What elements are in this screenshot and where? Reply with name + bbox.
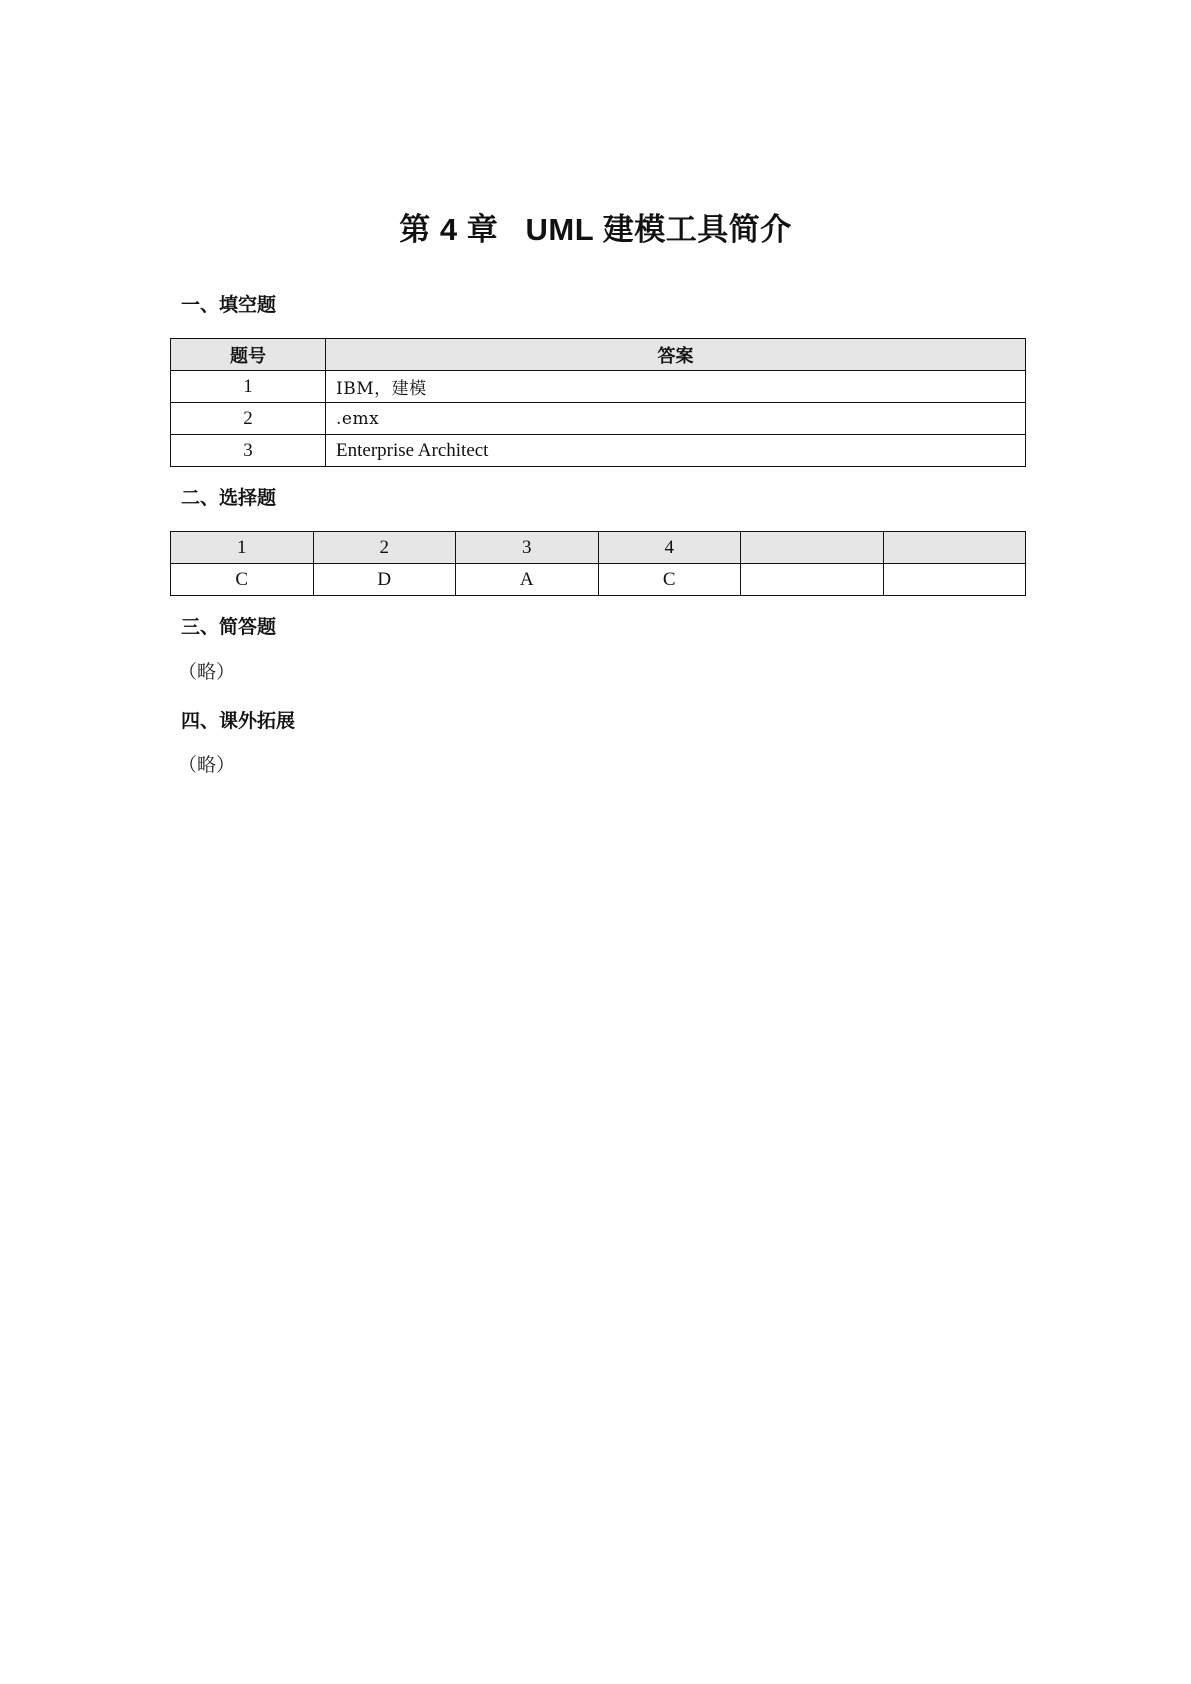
fill-in-answer-table	[170, 338, 1026, 467]
question-number: 1	[171, 532, 314, 564]
choice-answer: C	[171, 564, 314, 596]
short-answer-content: （略）	[178, 662, 236, 683]
choice-answer-empty	[741, 564, 884, 596]
choice-answer: A	[456, 564, 599, 596]
answer-text: IBM，建模	[326, 371, 1026, 403]
extension-content: （略）	[178, 755, 236, 776]
answer-row	[171, 564, 1026, 596]
question-number: 1	[171, 371, 326, 403]
choice-answer: D	[313, 564, 456, 596]
question-number-empty	[883, 532, 1026, 564]
question-number: 3	[456, 532, 599, 564]
header-question-number: 题号	[171, 339, 326, 371]
question-number-empty	[741, 532, 884, 564]
section-heading-multiple-choice: 二、选择题	[181, 487, 277, 509]
section-heading-extension: 四、课外拓展	[181, 710, 296, 732]
question-number: 4	[598, 532, 741, 564]
page-title: 第 4 章 UML 建模工具简介	[399, 212, 792, 247]
table-row	[171, 435, 1026, 467]
multiple-choice-answer-table	[170, 531, 1026, 596]
section-heading-short-answer: 三、简答题	[181, 616, 277, 638]
question-number-row	[171, 532, 1026, 564]
question-number: 3	[171, 435, 326, 467]
section-heading-fill-in: 一、填空题	[181, 294, 277, 316]
table-row	[171, 403, 1026, 435]
question-number: 2	[171, 403, 326, 435]
header-answer: 答案	[326, 339, 1026, 371]
answer-text: .emx	[326, 403, 1026, 435]
choice-answer: C	[598, 564, 741, 596]
question-number: 2	[313, 532, 456, 564]
table-header-row	[171, 339, 1026, 371]
table-row	[171, 371, 1026, 403]
choice-answer-empty	[883, 564, 1026, 596]
answer-text: Enterprise Architect	[326, 435, 1026, 467]
